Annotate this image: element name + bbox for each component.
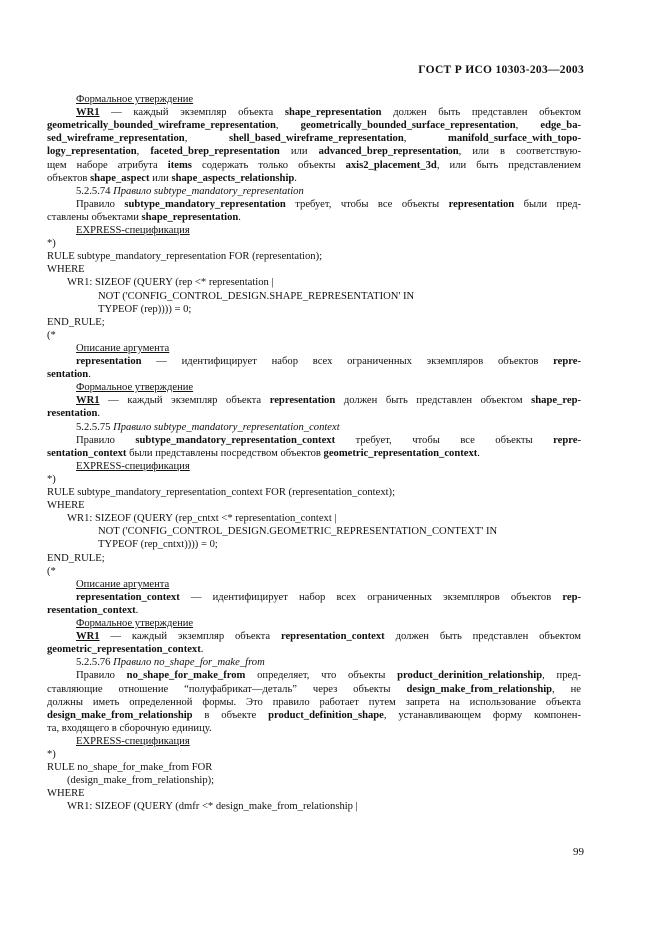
text-run: WR1: SIZEOF (QUERY (rep <* representation |: [67, 277, 274, 289]
text-run: (*: [47, 329, 56, 341]
bold-term: geometric_representation_context: [323, 447, 478, 459]
text-run: WR1: SIZEOF (QUERY (rep_cntxt <* representation_context |: [67, 513, 337, 525]
text-line: [47, 408, 581, 420]
text-run: ,: [403, 133, 448, 145]
text-run: в объекте: [192, 709, 269, 721]
text-line: [76, 199, 581, 211]
text-line: [76, 186, 581, 198]
text-run: объектов: [47, 172, 91, 184]
text-run: должен быть представлен объектом: [335, 395, 532, 407]
text-line: [47, 238, 581, 250]
text-line: [47, 474, 581, 486]
text-run: Правило: [76, 434, 136, 446]
text-run: были представлены посредством объектов: [126, 447, 324, 459]
text-run: Описание аргумента: [76, 578, 170, 590]
bold-term: edge_ba-: [540, 120, 581, 132]
page-number: 99: [573, 846, 584, 858]
bold-term: resentation: [47, 408, 98, 420]
text-line: [47, 710, 581, 722]
text-run: Описание аргумента: [76, 342, 170, 354]
bold-term: sentation: [47, 369, 89, 381]
bold-term: geometrically_bounded_surface_representation: [300, 120, 516, 132]
text-run: — каждый экземпляр объекта: [99, 631, 281, 643]
text-run: TYPEOF (rep)))) = 0;: [98, 303, 192, 315]
bold-term: repre-: [553, 434, 581, 446]
bold-term: sentation_context: [47, 447, 127, 459]
text-line: [76, 631, 581, 643]
text-line: [67, 775, 601, 787]
text-run: , или быть представлением: [436, 159, 581, 171]
text-run: WHERE: [47, 788, 85, 800]
text-line: [67, 277, 601, 289]
text-run: *): [47, 473, 56, 485]
document-header: ГОСТ Р ИСО 10303-203—2003: [418, 64, 584, 76]
text-run: — идентифицирует набор всех ограниченных экземпляров объектов: [179, 591, 563, 603]
text-run: должен быть представлен объектом: [381, 107, 581, 119]
text-run: (design_make_from_relationship);: [67, 775, 215, 787]
bold-term: subtype_mandatory_representation_context: [135, 434, 336, 446]
text-run: 5.2.5.75: [76, 421, 114, 433]
text-run: END_RULE;: [47, 552, 105, 564]
text-line: [47, 788, 581, 800]
text-run: 5.2.5.76: [76, 657, 114, 669]
text-run: RULE subtype_mandatory_representation FOR (representation);: [47, 251, 323, 263]
text-run: ,: [515, 120, 541, 132]
text-run: RULE subtype_mandatory_representation_context FOR (representation_context);: [47, 487, 396, 498]
bold-term: sed_wireframe_representation: [47, 133, 185, 145]
text-run: END_RULE;: [47, 316, 105, 328]
text-run: EXPRESS-спецификация: [76, 225, 190, 236]
text-line: [47, 133, 581, 145]
text-run: .: [477, 447, 480, 459]
text-run: — каждый экземпляр объекта: [99, 395, 270, 407]
bold-term: faceted_brep_representation: [150, 146, 280, 158]
text-line: [47, 684, 581, 696]
text-line: [47, 160, 581, 172]
text-run: ,: [275, 120, 301, 132]
text-line: [98, 526, 632, 538]
italic-heading: Правило subtype_mandatory_representation: [113, 185, 304, 197]
bold-term: design_make_from_relationship: [406, 683, 553, 695]
text-line: [76, 657, 581, 669]
bold-term: manifold_surface_with_topo-: [448, 133, 581, 145]
bold-term: shape_aspect: [90, 172, 150, 184]
text-line: [47, 553, 581, 565]
text-line: [76, 670, 581, 682]
text-run: были пред-: [514, 198, 581, 210]
text-run: NOT ('CONFIG_CONTROL_DESIGN.GEOMETRIC_REPRESENTATION_CONTEXT' IN: [98, 526, 498, 538]
text-run: Правило: [76, 670, 127, 682]
bold-term: geometrically_bounded_wireframe_representation: [47, 120, 276, 132]
bold-term: WR1: [76, 631, 100, 643]
text-run: или: [149, 172, 172, 184]
text-run: Формальное утверждение: [76, 382, 194, 394]
text-run: та, входящего в сборочную единицу.: [47, 722, 212, 734]
text-line: [98, 291, 632, 303]
text-run: Формальное утверждение: [76, 618, 194, 629]
text-line: [47, 487, 581, 499]
text-run: требует, чтобы все объекты: [335, 434, 554, 446]
text-run: щем наборе атрибута: [47, 159, 168, 171]
bold-term: WR1: [76, 107, 100, 119]
bold-term: repre-: [553, 356, 581, 367]
text-line: [47, 448, 581, 460]
bold-term: representation: [76, 356, 142, 367]
bold-term: representation_context: [280, 631, 385, 643]
text-line: [47, 212, 581, 224]
bold-term: representation_context: [76, 591, 180, 603]
bold-term: shape_aspects_relationship: [171, 172, 295, 184]
text-run: ставлены объектами: [47, 211, 142, 223]
text-run: EXPRESS-спецификация: [76, 460, 190, 472]
bold-term: product_derinition_relationship: [397, 670, 543, 682]
text-line: [47, 749, 581, 761]
text-run: .: [200, 644, 204, 656]
bold-term: WR1: [76, 395, 100, 407]
bold-term: items: [167, 159, 192, 171]
bold-term: shape_representation: [284, 107, 382, 119]
text-line: [47, 251, 581, 263]
text-line: [47, 697, 581, 709]
text-line: [47, 173, 581, 185]
text-run: EXPRESS-спецификация: [76, 735, 190, 747]
bold-term: axis2_placement_3d: [345, 159, 437, 171]
text-line: [67, 801, 601, 813]
text-run: *): [47, 749, 56, 760]
text-run: .: [294, 172, 297, 184]
text-run: ,: [136, 146, 151, 158]
text-line: [76, 579, 581, 591]
text-line: [47, 317, 581, 329]
text-run: Формальное утверждение: [76, 94, 194, 105]
bold-term: subtype_mandatory_representation: [124, 198, 286, 210]
text-run: NOT ('CONFIG_CONTROL_DESIGN.SHAPE_REPRESENTATION' IN: [98, 290, 415, 302]
text-run: — каждый экземпляр объекта: [99, 107, 285, 119]
text-run: требует, чтобы все объекты: [285, 198, 449, 210]
text-run: .: [238, 211, 241, 223]
text-line: [76, 382, 581, 394]
text-run: должен быть представлен объектом: [384, 631, 581, 643]
text-line: [76, 343, 581, 355]
text-run: , устанавливающем форму компонен-: [383, 709, 581, 721]
text-run: Правило: [76, 198, 125, 210]
text-line: [76, 356, 581, 368]
text-line: [47, 146, 581, 158]
text-line: [47, 762, 581, 774]
text-line: [76, 461, 581, 473]
text-line: [76, 736, 581, 748]
text-line: [47, 120, 581, 132]
text-run: .: [97, 408, 101, 420]
bold-term: shell_based_wireframe_representation: [228, 133, 404, 145]
text-line: [47, 644, 581, 656]
text-run: (*: [47, 565, 56, 577]
bold-term: design_make_from_relationship: [47, 709, 193, 721]
text-run: WHERE: [47, 500, 85, 512]
text-run: содержать только объекты: [191, 159, 346, 171]
bold-term: rep-: [562, 591, 581, 603]
text-line: [76, 94, 581, 106]
text-run: WHERE: [47, 264, 85, 276]
text-line: [76, 395, 581, 407]
text-run: или: [279, 146, 319, 158]
italic-heading: Правило no_shape_for_make_from: [113, 657, 265, 669]
text-run: определяет, что объекты: [245, 670, 398, 682]
text-line: [47, 264, 581, 276]
text-run: , или в соответствую-: [458, 146, 581, 158]
text-line: [76, 225, 581, 237]
bold-term: resentation_context: [47, 604, 136, 616]
text-line: [47, 605, 581, 617]
text-run: TYPEOF (rep_cntxt)))) = 0;: [98, 539, 218, 551]
text-run: , пред-: [542, 670, 581, 682]
text-line: [76, 422, 581, 434]
bold-term: representation: [269, 395, 336, 407]
bold-term: product_definition_shape: [268, 709, 384, 721]
bold-term: no_shape_for_make_from: [126, 670, 246, 682]
text-run: WR1: SIZEOF (QUERY (dmfr <* design_make_from_relationship |: [67, 801, 358, 813]
bold-term: shape_representation: [141, 211, 239, 223]
italic-heading: Правило subtype_mandatory_representation_context: [113, 421, 340, 433]
text-line: [76, 618, 581, 630]
text-line: [47, 500, 581, 512]
bold-term: advanced_brep_representation: [318, 146, 459, 158]
bold-term: logy_representation: [47, 146, 137, 158]
text-run: , не: [552, 683, 581, 695]
text-line: [47, 723, 581, 735]
text-line: [67, 513, 601, 525]
text-line: [47, 330, 581, 342]
bold-term: representation: [448, 198, 515, 210]
text-line: [98, 539, 632, 551]
text-line: [76, 435, 581, 447]
text-run: RULE no_shape_for_make_from FOR: [47, 762, 213, 774]
text-run: должны иметь определенной формы. Это правило работает путем запрета на использование объекта: [47, 696, 581, 708]
text-run: .: [88, 369, 91, 381]
text-run: ставляющие отношение “полуфабрикат—деталь” через объекты: [47, 683, 407, 695]
text-run: ,: [184, 133, 229, 145]
text-run: *): [47, 238, 56, 250]
text-run: 5.2.5.74: [76, 185, 114, 197]
bold-term: geometric_representation_context: [47, 644, 201, 656]
text-line: [76, 592, 581, 604]
text-line: [47, 369, 581, 381]
text-line: [47, 566, 581, 578]
text-run: — идентифицирует набор всех ограниченных экземпляров объектов: [141, 356, 554, 367]
text-line: [98, 304, 632, 316]
bold-term: shape_rep-: [531, 395, 581, 407]
text-run: .: [135, 604, 139, 616]
text-line: [76, 107, 581, 119]
